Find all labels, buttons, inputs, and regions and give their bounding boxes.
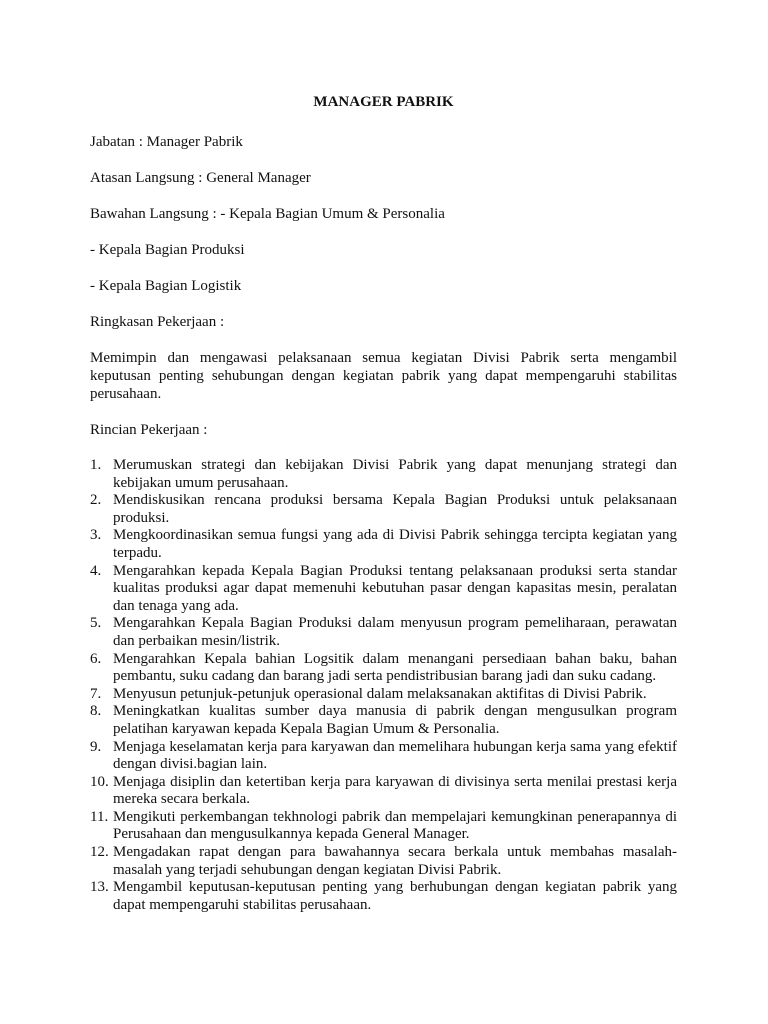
list-item-text: Merumuskan strategi dan kebijakan Divisi Pabrik yang dapat menunjang strategi dan kebijakan umum perusahaan. (113, 457, 677, 491)
list-item-number: 6. (90, 650, 102, 667)
list-item-number: 12. (90, 844, 109, 861)
list-item (90, 457, 677, 492)
list-item-number: 11. (90, 808, 109, 825)
list-item-number: 4. (90, 562, 102, 579)
list-item-text: Mengambil keputusan-keputusan penting yang berhubungan dengan kegiatan pabrik yang dapat mempengaruhi stabilitas perusahaan. (113, 879, 677, 913)
details-heading: Rincian Pekerjaan : (90, 422, 208, 438)
summary-text: Memimpin dan mengawasi pelaksanaan semua kegiatan Divisi Pabrik serta mengambil keputusan penting sehubungan dengan kegiatan pabrik yang dapat mempengaruhi stabilitas perusahaan. (90, 350, 677, 402)
list-item (90, 527, 677, 562)
list-item-text: Mengarahkan kepada Kepala Bagian Produksi tentang pelaksanaan produksi serta standar kualitas produksi agar dapat memenuhi kebutuhan pasar dengan kapasitas mesin, peralatan dan tenaga yang ada. (113, 562, 677, 614)
list-item-text: Mengikuti perkembangan tekhnologi pabrik dan mempelajari kemungkinan penerapannya di Perusahaan dan mengusulkannya kepada General Manager. (113, 808, 677, 843)
list-item-text: Mendiskusikan rencana produksi bersama Kepala Bagian Produksi untuk pelaksanaan produksi. (113, 492, 677, 526)
list-item (90, 651, 677, 686)
list-item (90, 492, 677, 527)
list-item-number: 13. (90, 879, 109, 896)
summary-heading: Ringkasan Pekerjaan : (90, 314, 225, 330)
list-item-text: Menjaga disiplin dan ketertiban kerja para karyawan di divisinya serta menilai prestasi kerja mereka secara berkala. (113, 773, 677, 808)
list-item-text: Mengkoordinasikan semua fungsi yang ada di Divisi Pabrik sehingga tercipta kegiatan yang terpadu. (113, 527, 677, 561)
list-item-number: 5. (90, 615, 102, 632)
field-bawahan-produksi: - Kepala Bagian Produksi (90, 242, 245, 258)
list-item-number: 10. (90, 773, 109, 790)
list-item-number: 2. (90, 492, 102, 509)
field-jabatan: Jabatan : Manager Pabrik (90, 134, 243, 150)
field-bawahan-logistik: - Kepala Bagian Logistik (90, 278, 242, 294)
list-item (90, 739, 677, 774)
list-item-text: Menjaga keselamatan kerja para karyawan dan memelihara hubungan kerja sama yang efektif dengan divisi.bagian lain. (113, 738, 677, 773)
task-list (90, 457, 677, 914)
list-item (90, 844, 677, 879)
list-item (90, 703, 677, 738)
field-bawahan-langsung: Bawahan Langsung : - Kepala Bagian Umum & Personalia (90, 206, 445, 222)
list-item-text: Meningkatkan kualitas sumber daya manusia di pabrik dengan mengusulkan program pelatihan karyawan kepada Kepala Bagian Umum & Personalia. (113, 703, 677, 737)
field-atasan-langsung: Atasan Langsung : General Manager (90, 170, 311, 186)
list-item-text: Mengarahkan Kepala bahian Logsitik dalam menangani persediaan bahan baku, bahan pembantu, suku cadang dan barang jadi serta pendistribusian barang jadi dan suku cadang. (113, 650, 677, 685)
list-item-number: 8. (90, 703, 102, 720)
document-body (90, 92, 677, 914)
list-item (90, 686, 677, 704)
list-item-number: 7. (90, 685, 102, 702)
document-title: MANAGER PABRIK (313, 94, 454, 110)
list-item-text: Mengadakan rapat dengan para bawahannya secara berkala untuk membahas masalah-masalah yang terjadi sehubungan dengan kegiatan Divisi Pabrik. (113, 844, 677, 878)
list-item (90, 615, 677, 650)
list-item-number: 9. (90, 738, 102, 755)
list-item (90, 563, 677, 616)
list-item (90, 879, 677, 914)
list-item-number: 3. (90, 527, 102, 544)
list-item-text: Mengarahkan Kepala Bagian Produksi dalam menyusun program pemeliharaan, perawatan dan perbaikan mesin/listrik. (113, 615, 677, 649)
list-item (90, 809, 677, 844)
list-item-number: 1. (90, 457, 102, 473)
list-item-text: Menyusun petunjuk-petunjuk operasional dalam melaksanakan aktifitas di Divisi Pabrik. (113, 685, 647, 702)
list-item (90, 774, 677, 809)
